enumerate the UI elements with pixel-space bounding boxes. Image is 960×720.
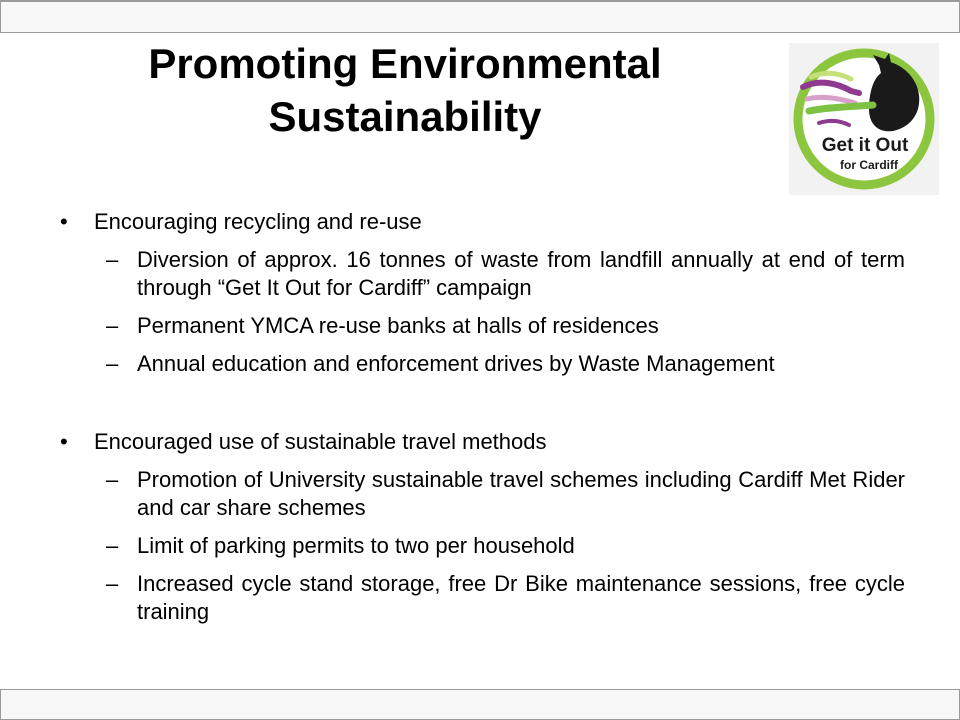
- logo-text-line-1: Get it Out: [821, 135, 909, 156]
- slide-body: [60, 208, 905, 636]
- sub-item: [60, 570, 905, 626]
- dash-mark: –: [106, 467, 119, 492]
- sub-item-text: Increased cycle stand storage, free Dr Bike maintenance sessions, free cycle training: [137, 571, 905, 624]
- get-it-out-logo: [789, 43, 939, 195]
- logo-text-line-2: for Cardiff: [840, 158, 898, 172]
- dash-mark: –: [106, 247, 119, 272]
- bottom-frame-bar: [0, 689, 960, 720]
- sub-item: [60, 312, 905, 340]
- sub-item: [60, 246, 905, 302]
- sub-item-text: Limit of parking permits to two per household: [137, 533, 575, 558]
- sub-item: [60, 350, 905, 378]
- sub-item-text: Promotion of University sustainable travel schemes including Cardiff Met Rider and car share schemes: [137, 467, 905, 520]
- sub-item-text: Permanent YMCA re-use banks at halls of residences: [137, 313, 659, 338]
- dash-mark: –: [106, 351, 119, 376]
- bullet-travel: [60, 428, 905, 456]
- dash-mark: –: [106, 313, 119, 338]
- bullet-mark: •: [60, 209, 68, 234]
- bullet-mark: •: [60, 429, 68, 454]
- sub-item: [60, 532, 905, 560]
- bullet-heading: Encouraged use of sustainable travel methods: [94, 429, 547, 454]
- sub-item: [60, 466, 905, 522]
- dash-mark: –: [106, 571, 119, 596]
- logo-graphic: [789, 43, 939, 195]
- slide-title: [60, 37, 750, 143]
- slide-title-line-1: Promoting Environmental: [148, 40, 662, 87]
- dash-mark: –: [106, 533, 119, 558]
- slide-title-line-2: Sustainability: [268, 93, 542, 140]
- section-spacer: [60, 388, 905, 428]
- sub-item-text: Diversion of approx. 16 tonnes of waste from landfill annually at end of term through “Get It Out for Cardiff” campaign: [137, 247, 905, 300]
- sub-item-text: Annual education and enforcement drives by Waste Management: [137, 351, 775, 376]
- bullet-heading: Encouraging recycling and re-use: [94, 209, 422, 234]
- top-frame-bar: [0, 0, 960, 33]
- bullet-recycling: [60, 208, 905, 236]
